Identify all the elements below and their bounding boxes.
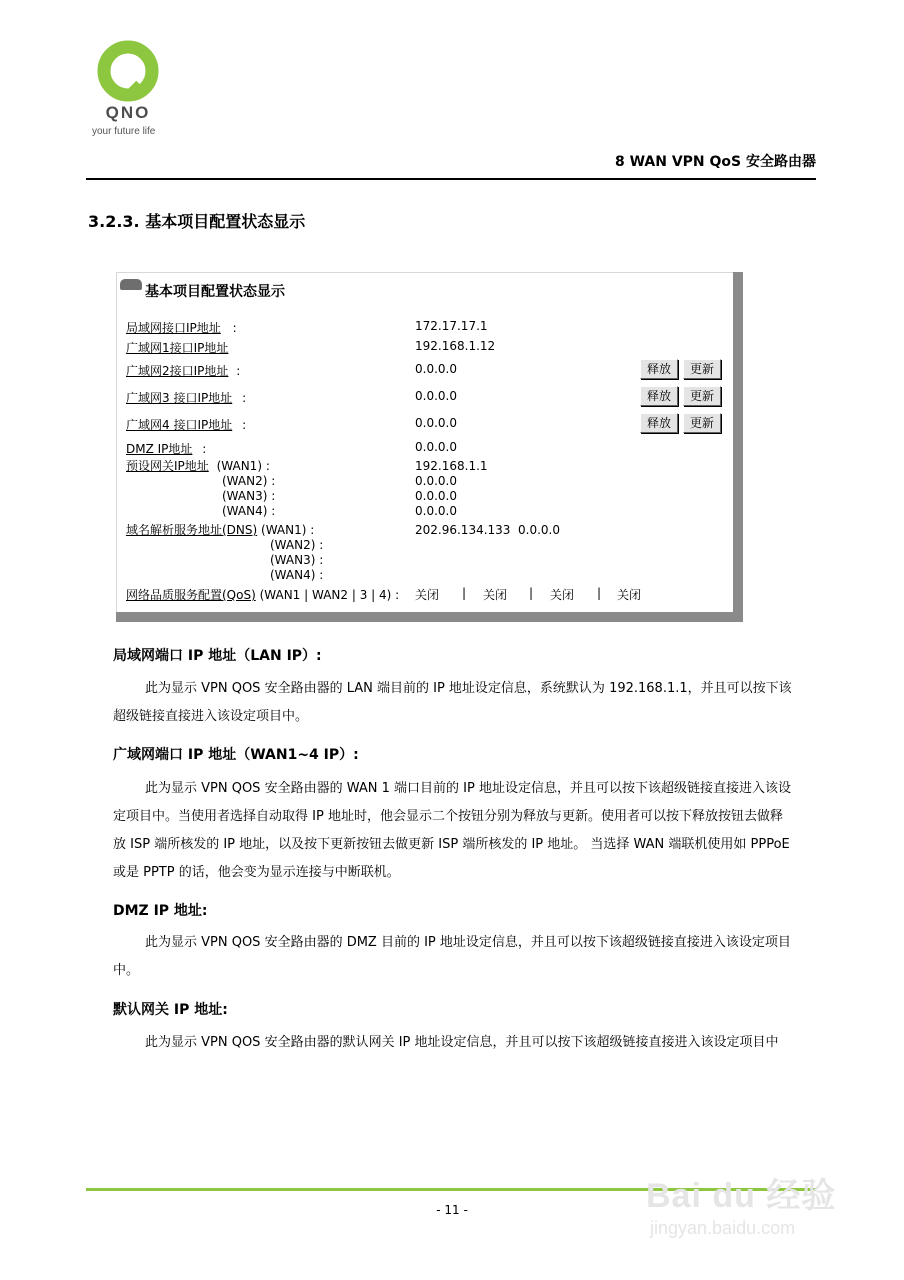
dns-primary-value: 202.96.134.133	[415, 523, 511, 537]
wan2-renew-button[interactable]: 更新	[683, 359, 721, 379]
qos-wan-list: (WAN1 | WAN2 | 3 | 4) :	[259, 588, 400, 602]
qno-logo	[92, 38, 172, 140]
gateway-wan2-value: 0.0.0.0	[415, 474, 457, 488]
colon: :	[232, 321, 237, 335]
dmz-section-body: 此为显示 VPN QOS 安全路由器的 DMZ 目前的 IP 地址设定信息，并且可以按下该超级链接直接进入该设定项目中。	[113, 935, 791, 978]
dns-wan1-label: (WAN1) :	[261, 523, 315, 537]
wan3-ip-value: 0.0.0.0	[415, 389, 457, 403]
dns-link[interactable]: 域名解析服务地址(DNS)	[126, 523, 258, 537]
lan-section-body: 此为显示 VPN QOS 安全路由器的 LAN 端目前的 IP 地址设定信息，系统默认为 192.168.1.1，并且可以按下该超级链接直接进入该设定项目中。	[113, 681, 792, 724]
qos-separator: |	[529, 586, 534, 600]
status-panel	[116, 272, 734, 613]
wan3-ip-row	[126, 389, 246, 406]
qos-wan2-state: 关闭	[483, 588, 508, 602]
wan1-ip-link[interactable]: 广域网1接口IP地址	[126, 341, 229, 355]
wan4-renew-button[interactable]: 更新	[683, 413, 721, 433]
dns-row	[126, 523, 314, 538]
qos-row	[126, 586, 399, 603]
logo-tagline: your future life	[92, 126, 156, 137]
qos-separator: |	[597, 586, 602, 600]
wan-section-text	[113, 775, 793, 887]
lan-ip-value: 172.17.17.1	[415, 319, 488, 333]
lan-section-text	[113, 675, 793, 731]
gateway-section-text	[113, 1029, 793, 1057]
dns-wan2-label: (WAN2) :	[270, 538, 324, 552]
gateway-wan3-label: (WAN3) :	[222, 489, 276, 503]
panel-title: 基本项目配置状态显示	[145, 284, 285, 300]
lan-ip-row	[126, 319, 237, 336]
qos-wan3-state: 关闭	[550, 588, 575, 602]
wan2-release-button[interactable]: 释放	[640, 359, 678, 379]
wan2-ip-link[interactable]: 广域网2接口IP地址	[126, 364, 229, 378]
header-divider	[86, 178, 816, 180]
wan4-release-button[interactable]: 释放	[640, 413, 678, 433]
lan-section-heading: 局域网端口 IP 地址（LAN IP）:	[113, 648, 322, 664]
dns-secondary-value: 0.0.0.0	[518, 523, 560, 537]
dmz-ip-row	[126, 440, 206, 457]
gateway-wan1-value: 192.168.1.1	[415, 459, 488, 473]
dmz-section-heading: DMZ IP 地址:	[113, 903, 208, 919]
dns-wan3-label: (WAN3) :	[270, 553, 324, 567]
wan-section-body: 此为显示 VPN QOS 安全路由器的 WAN 1 端口目前的 IP 地址设定信息，并且可以按下该超级链接直接进入该设定项目中。当使用者选择自动取得 IP 地址时，他会显示二个按钮分别为释放与更新。使用者可以按下释放按钮去做释放 ISP 端所核发的 IP 地址，以及按下更新按钮去做更新 ISP 端所核发的 IP 地址。 当选择 WAN 端联机使用如 PPPoE 或是 PPTP 的话，他会变为显示连接与中断联机。	[113, 781, 791, 880]
watermark-brand: Bai du 经验	[646, 1177, 837, 1215]
wan4-ip-row	[126, 416, 246, 433]
colon: :	[236, 364, 241, 378]
gateway-section-body: 此为显示 VPN QOS 安全路由器的默认网关 IP 地址设定信息，并且可以按下该超级链接直接进入该设定项目中	[145, 1035, 779, 1050]
gateway-wan2-label: (WAN2) :	[222, 474, 276, 488]
colon: :	[202, 442, 207, 456]
colon: :	[242, 418, 247, 432]
wan3-release-button[interactable]: 释放	[640, 386, 678, 406]
qos-wan4-state: 关闭	[617, 588, 642, 602]
wan1-ip-value: 192.168.1.12	[415, 339, 496, 353]
colon: :	[242, 391, 247, 405]
panel-shadow	[733, 272, 743, 622]
section-heading: 3.2.3. 基本项目配置状态显示	[88, 212, 306, 231]
dmz-ip-value: 0.0.0.0	[415, 440, 457, 454]
qos-link[interactable]: 网络品质服务配置(QoS)	[126, 588, 256, 602]
page-number: - 11 -	[436, 1203, 468, 1217]
gateway-row	[126, 459, 270, 474]
gateway-wan1-label: (WAN1) :	[216, 459, 270, 473]
wan4-ip-value: 0.0.0.0	[415, 416, 457, 430]
wan3-renew-button[interactable]: 更新	[683, 386, 721, 406]
gateway-wan3-value: 0.0.0.0	[415, 489, 457, 503]
panel-title-icon	[120, 279, 142, 290]
wan3-ip-link[interactable]: 广域网3 接口IP地址	[126, 391, 233, 405]
wan1-ip-row	[126, 339, 228, 356]
dmz-ip-link[interactable]: DMZ IP地址	[126, 442, 193, 456]
gateway-section-heading: 默认网关 IP 地址:	[113, 1002, 228, 1018]
header-title: 8 WAN VPN QoS 安全路由器	[614, 154, 816, 170]
logo-brand: QNO	[105, 103, 151, 122]
watermark-url: jingyan.baidu.com	[650, 1218, 796, 1238]
gateway-wan4-value: 0.0.0.0	[415, 504, 457, 518]
wan4-ip-link[interactable]: 广域网4 接口IP地址	[126, 418, 233, 432]
qos-wan1-state: 关闭	[415, 588, 440, 602]
wan2-ip-row	[126, 362, 240, 379]
gateway-wan4-label: (WAN4) :	[222, 504, 276, 518]
wan-section-heading: 广域网端口 IP 地址（WAN1~4 IP）:	[113, 747, 359, 763]
panel-shadow	[116, 612, 743, 622]
dmz-section-text	[113, 929, 793, 985]
gateway-link[interactable]: 预设网关IP地址	[126, 459, 209, 473]
wan2-ip-value: 0.0.0.0	[415, 362, 457, 376]
status-screenshot	[116, 272, 743, 622]
dns-wan4-label: (WAN4) :	[270, 568, 324, 582]
lan-ip-link[interactable]: 局域网接口IP地址	[126, 321, 221, 335]
qos-separator: |	[462, 586, 467, 600]
